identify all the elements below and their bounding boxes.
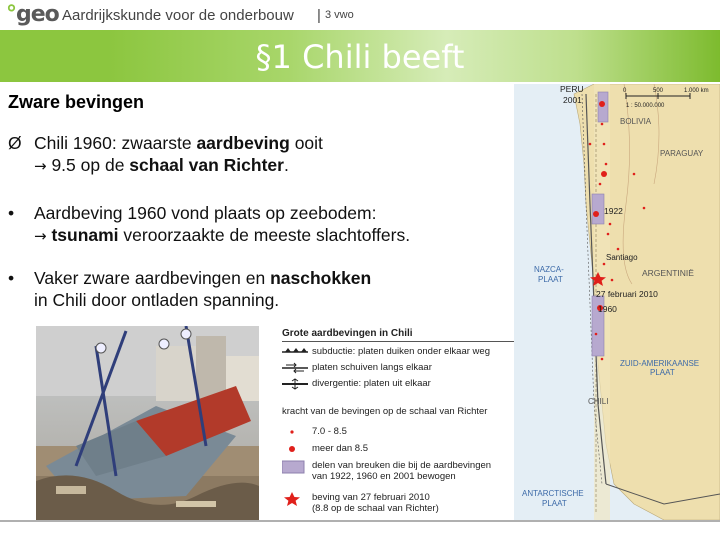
map-label-za-plaat-1: ZUID-AMERIKAANSE xyxy=(620,359,700,368)
map-label-za-plaat-2: PLAAT xyxy=(650,368,675,377)
geo-logo: °geo xyxy=(6,2,59,27)
map-label-bolivia: BOLIVIA xyxy=(620,117,652,126)
tsunami-damage-photo xyxy=(36,326,259,520)
scale-tick-0: 0 xyxy=(623,88,627,94)
map-label-peru: PERU xyxy=(560,84,584,94)
section-subheading: Zware bevingen xyxy=(8,92,145,112)
scale-ratio: 1 : 50.000.000 xyxy=(626,103,665,109)
map-label-antarctic-2: PLAAT xyxy=(542,499,567,508)
small-dot-icon xyxy=(282,426,308,438)
chile-earthquake-map xyxy=(514,84,720,520)
map-legend: Grote aardbevingen in Chili subductie: platen duiken onder elkaar weg platen schuiven langs elkaar divergentie: platen uit elkaar kracht van de bevingen op de schaal van Richter 7.0 - 8.5 meer dan 8.5 delen van breuken die bij de aardbevingen van 1922, 1960 en 2001 bewogen beving van 27 februari 2010 (8.8 op de schaal van Richter) xyxy=(282,328,514,520)
fault-box-icon xyxy=(282,460,308,474)
map-label-1960: 1960 xyxy=(598,304,617,314)
header-title: Aardrijkskunde voor de onderbouw xyxy=(62,7,294,24)
map-label-1922: 1922 xyxy=(604,206,623,216)
map-label-2001: 2001 xyxy=(563,95,582,105)
map-label-antarctic-1: ANTARCTISCHE xyxy=(522,489,584,498)
bullet-marker: • xyxy=(8,203,15,223)
bullet-marker: • xyxy=(8,268,15,288)
map-label-argentinie: ARGENTINIË xyxy=(642,268,694,278)
map-label-nazca-2: PLAAT xyxy=(538,275,563,284)
map-label-chili: CHILI xyxy=(588,397,609,406)
slide-title: §1 Chili beeft xyxy=(255,38,465,76)
map-label-paraguay: PARAGUAY xyxy=(660,149,704,158)
transform-symbol-icon xyxy=(282,362,308,374)
arrow-icon: → xyxy=(34,227,47,245)
map-label-nazca-1: NAZCA- xyxy=(534,265,564,274)
arrow-icon: → xyxy=(34,157,47,175)
bullet-2: • Aardbeving 1960 vond plaats op zeebodem: → tsunami veroorzaakte de meeste slachtoffers. xyxy=(8,203,411,245)
map-label-santiago: Santiago xyxy=(606,253,638,262)
header-subtitle: 3 vwo xyxy=(325,9,354,21)
large-dot-icon xyxy=(282,443,308,455)
subduction-symbol-icon xyxy=(282,346,308,358)
scale-tick-500: 500 xyxy=(653,88,664,94)
bullet-3: • Vaker zware aardbevingen en naschokken in Chili door ontladen spanning. xyxy=(8,268,372,310)
map-label-feb-2010: 27 februari 2010 xyxy=(596,289,658,299)
footer-line xyxy=(0,520,720,522)
bullet-1: Ø Chili 1960: zwaarste aardbeving ooit → 9.5 op de schaal van Richter. xyxy=(8,133,323,175)
divergent-symbol-icon xyxy=(282,378,308,390)
red-star-icon xyxy=(282,492,308,506)
legend-title: Grote aardbevingen in Chili xyxy=(282,328,514,342)
header-separator: | xyxy=(317,7,321,24)
scale-tick-1000: 1.000 km xyxy=(684,88,709,94)
bullet-marker: Ø xyxy=(8,133,22,153)
header-bar xyxy=(0,0,720,30)
